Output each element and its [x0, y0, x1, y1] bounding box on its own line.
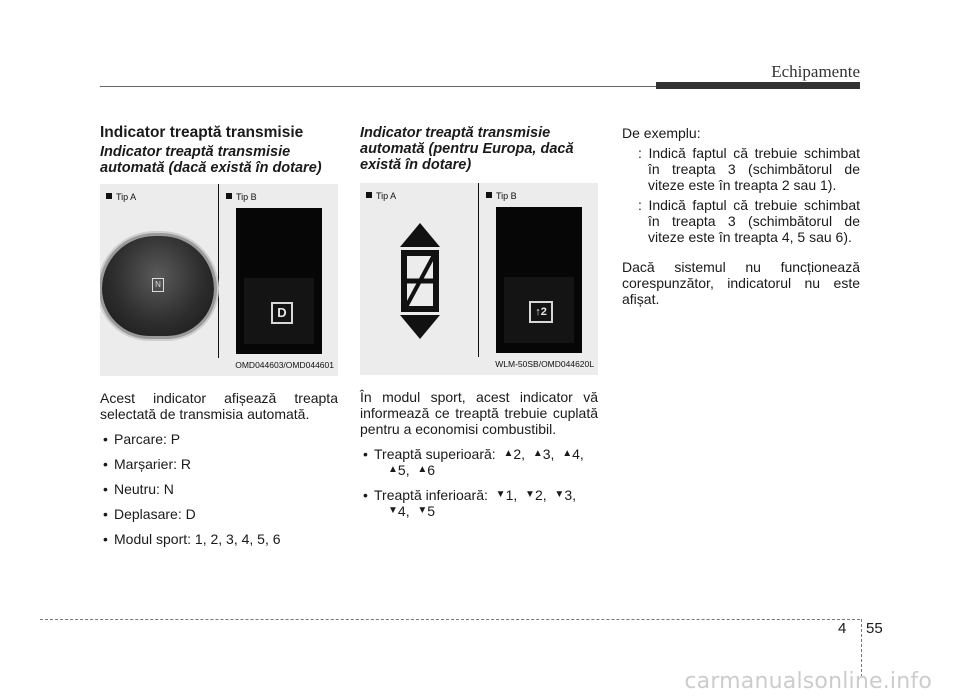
column-1 [100, 125, 338, 547]
header-rule [100, 86, 656, 87]
figure-label-a: Tip A [366, 188, 396, 204]
figure-label-b: Tip B [226, 189, 257, 205]
shift-list [360, 446, 598, 519]
figure-caption: WLM-50SB/OMD044620L [495, 359, 594, 369]
down-arrow-icon: ▼ [525, 489, 535, 500]
down-arrow-icon: ▼ [554, 489, 565, 500]
down-arrow-icon: ▼ [417, 505, 428, 516]
intro-paragraph: Acest indicator afișează treapta selectată de transmisia automată. [100, 390, 338, 422]
up-arrow-icon: ▲ [562, 448, 573, 459]
closing-paragraph: Dacă sistemul nu funcționează corespunzător, indicatorul nu este afișat. [622, 259, 860, 307]
figure-gear-indicator [100, 184, 338, 376]
list-item: • Deplasare: D [100, 506, 338, 522]
figure-shift-indicator [360, 183, 598, 375]
list-item-upshift: • Treaptă superioară: ▲2, ▲3, ▲4, ▲5, ▲6 [360, 446, 598, 478]
list-item: • Parcare: P [100, 431, 338, 447]
list-item: • Marșarier: R [100, 456, 338, 472]
subsection-title-automatic: Indicator treaptă transmisie automată (dacă există în dotare) [100, 144, 322, 176]
page-number: 55 [866, 620, 883, 637]
gear-letter: D [271, 302, 293, 324]
figure-label-a: Tip A [106, 189, 136, 205]
up-arrow-icon: ▲ [532, 448, 543, 459]
subsection-title-europe: Indicator treaptă transmisie automată (pentru Europa, dacă există în dotare) [360, 125, 574, 173]
list-item: • Neutru: N [100, 481, 338, 497]
chapter-title: Echipamente [771, 62, 860, 81]
down-arrow-icon: ▼ [388, 505, 398, 516]
section-title: Indicator treaptă transmisie [100, 124, 304, 141]
square-bullet-icon [486, 192, 492, 198]
example-upshift: : Indică faptul că trebuie schimbat în treapta 3 (schimbătorul de viteze este în treapta 2 sau 1). [638, 145, 860, 193]
list-item-downshift: • Treaptă inferioară: ▼1, ▼2, ▼3, ▼4, ▼5 [360, 487, 598, 519]
square-bullet-icon [366, 192, 372, 198]
figure-label-b: Tip B [486, 188, 517, 204]
watermark-text: carmanualsonline.info [684, 669, 932, 694]
up-arrow-icon: ▲ [388, 464, 398, 475]
cluster-display-image [236, 208, 322, 354]
figure-caption: OMD044603/OMD044601 [235, 360, 334, 370]
gear-symbol-icon: N [152, 278, 164, 292]
list-item: • Modul sport: 1, 2, 3, 4, 5, 6 [100, 531, 338, 547]
gear-list [100, 431, 338, 547]
up-arrow-icon: ▲ [503, 448, 514, 459]
gear-code: ↑2 [529, 301, 553, 323]
shift-knob-image [102, 236, 214, 336]
square-bullet-icon [226, 193, 232, 199]
column-2 [360, 125, 598, 519]
figure-divider [218, 184, 219, 358]
header-rule-accent [656, 82, 860, 89]
intro-paragraph: În modul sport, acest indicator vă informează ce treaptă trebuie cuplată pentru a economisi combustibil. [360, 389, 598, 437]
footer-rule [40, 619, 860, 620]
column-3 [622, 125, 860, 307]
chapter-number: 4 [838, 620, 847, 637]
cluster-display-image [496, 207, 582, 353]
square-bullet-icon [106, 193, 112, 199]
down-arrow-icon: ▼ [495, 489, 506, 500]
up-arrow-icon: ▲ [417, 464, 428, 475]
example-lead: De exemplu: [622, 125, 701, 141]
segment-display-icon [396, 221, 444, 341]
example-downshift: : Indică faptul că trebuie schimbat în treapta 3 (schimbătorul de viteze este în treapta 4, 5 sau 6). [638, 197, 860, 245]
figure-divider [478, 183, 479, 357]
